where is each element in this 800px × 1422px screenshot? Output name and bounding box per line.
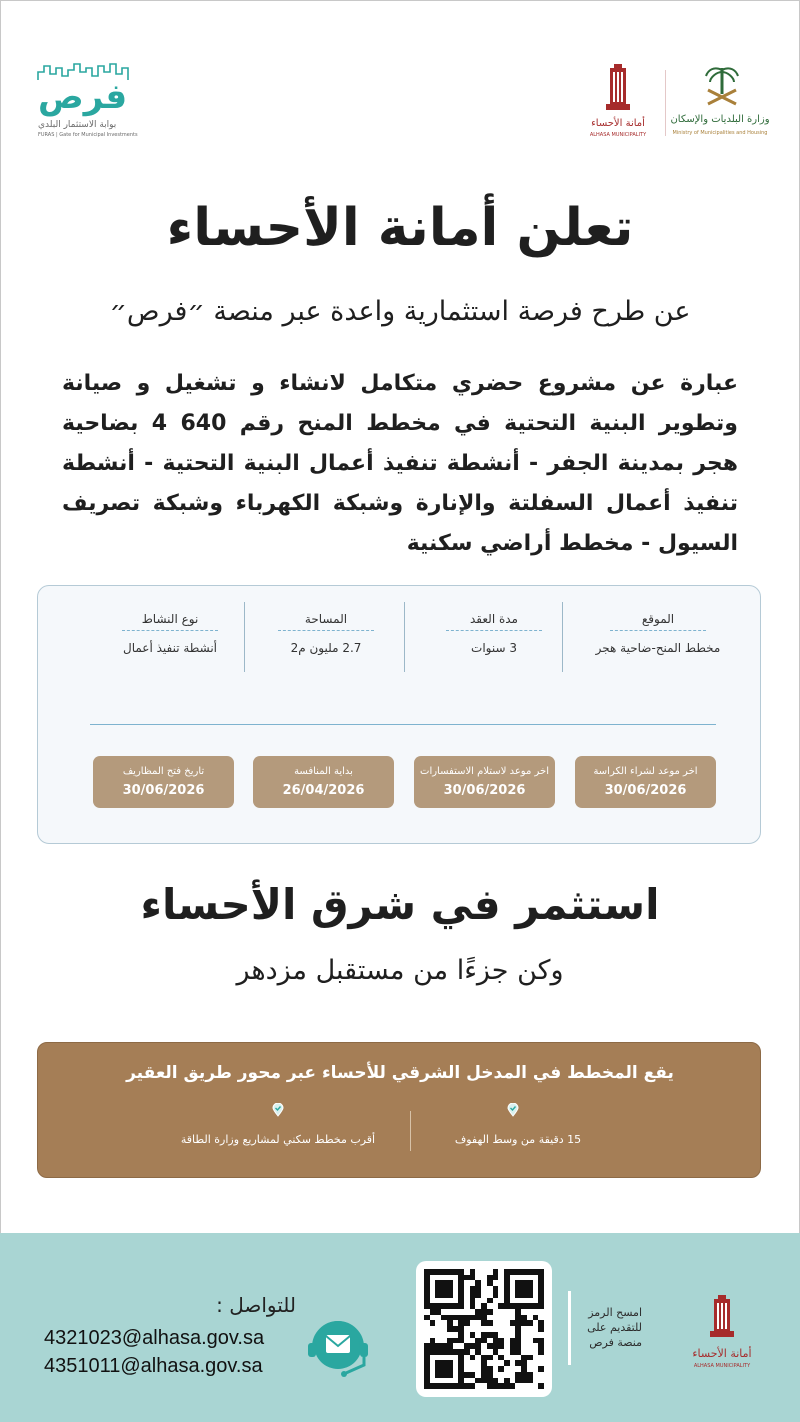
qr-module: [538, 1383, 544, 1389]
location-panel-title: يقع المخطط في المدخل الشرقي للأحساء عبر محور طريق العقير: [126, 1063, 674, 1083]
alhasa-footer-logo: [682, 1295, 762, 1375]
alhasa-name-en: ALHASA MUNICIPALITY: [693, 1363, 751, 1369]
alhasa-tower-icon: [706, 1295, 738, 1341]
page-subtitle: عن طرح فرصة استثمارية واعدة عبر منصة ״فرص״: [109, 296, 691, 327]
invest-title: استثمر في شرق الأحساء: [140, 880, 660, 929]
info-value: مخطط المنح-ضاحية هجر: [595, 641, 721, 655]
contact-label: للتواصل :: [216, 1293, 296, 1317]
info-label: الموقع: [610, 612, 706, 631]
date-value: 30/06/2026: [604, 783, 687, 798]
email-link[interactable]: 4351011@alhasa.gov.sa: [44, 1355, 263, 1377]
ministry-name: وزارة البلديات والإسكان: [670, 114, 770, 125]
info-divider: [244, 602, 245, 672]
furas-wordmark: فرص: [38, 77, 128, 117]
date-label: اخر موعد لشراء الكراسة: [593, 766, 698, 777]
furas-logo: [36, 62, 136, 147]
date-value: 30/06/2026: [122, 783, 205, 798]
alhasa-logo: [578, 64, 658, 144]
date-value: 26/04/2026: [282, 783, 365, 798]
alhasa-name-en: ALHASA MUNICIPALITY: [589, 132, 647, 138]
info-divider: [404, 602, 405, 672]
qr-code-pattern: [424, 1269, 544, 1389]
info-contract-duration: [424, 612, 564, 655]
ministry-logo: [670, 64, 770, 144]
info-area: [256, 612, 396, 655]
palm-emblem-icon: [702, 64, 742, 108]
info-label: نوع النشاط: [122, 612, 218, 631]
furas-tagline: بوابة الاستثمار البلدي: [38, 120, 117, 130]
date-inquiries-deadline: [414, 756, 555, 808]
info-label: المساحة: [278, 612, 374, 631]
info-activity-type: [100, 612, 240, 655]
logo-divider: [665, 70, 666, 136]
page-title: تعلن أمانة الأحساء: [166, 198, 634, 258]
furas-tagline-en: FURAS | Gate for Municipal Investments: [38, 132, 138, 138]
scan-bar: [568, 1291, 571, 1365]
footer: [0, 1233, 800, 1422]
contact-support-icon: [306, 1313, 370, 1381]
location-panel: [37, 1042, 761, 1178]
date-value: 30/06/2026: [443, 783, 526, 798]
location-pin-icon: [272, 1103, 284, 1117]
info-value: أنشطة تنفيذ أعمال: [122, 641, 218, 655]
project-info-card: [37, 585, 761, 844]
date-label: بداية المنافسة: [294, 766, 353, 777]
location-pin-icon: [507, 1103, 519, 1117]
qr-code[interactable]: [416, 1261, 552, 1397]
card-divider: [90, 724, 716, 725]
panel-divider: [410, 1111, 411, 1151]
project-description: عبارة عن مشروع حضري متكامل لانشاء و تشغيل و صيانة وتطوير البنية التحتية في مخطط المنح رقم 640 4 بضاحية هجر بمدينة الجفر - أنشطة تنفيذ أعمال البنية التحتية - أنشطة تنفيذ أعمال السفلتة والإنارة وشبكة الكهرباء وشبكة تصريف السيول - مخطط أراضي سكنية: [62, 371, 738, 556]
date-label: تاريخ فتح المظاريف: [122, 766, 205, 777]
info-label: مدة العقد: [446, 612, 542, 631]
date-competition-start: [253, 756, 394, 808]
ministry-name-en: Ministry of Municipalities and Housing: [672, 130, 768, 136]
alhasa-tower-icon: [602, 64, 634, 114]
info-location: [588, 612, 728, 655]
date-label: اخر موعد لاستلام الاستفسارات: [420, 766, 549, 777]
scan-instructions: امسح الرمز للتقديم على منصة فرص: [587, 1306, 642, 1349]
alhasa-name: أمانة الأحساء: [591, 118, 645, 129]
alhasa-name: أمانة الأحساء: [692, 1347, 752, 1360]
date-booklet-deadline: [575, 756, 716, 808]
info-value: 2.7 مليون م2: [290, 641, 362, 655]
date-envelope-opening: [93, 756, 234, 808]
feature-nearest-plan: أقرب مخطط سكني لمشاريع وزارة الطاقة: [180, 1133, 376, 1146]
email-link[interactable]: 4321023@alhasa.gov.sa: [44, 1327, 265, 1349]
invest-subtitle: وكن جزءًا من مستقبل مزدهر: [236, 955, 564, 986]
feature-distance: 15 دقيقة من وسط الهفوف: [454, 1133, 582, 1146]
info-value: 3 سنوات: [471, 641, 517, 655]
